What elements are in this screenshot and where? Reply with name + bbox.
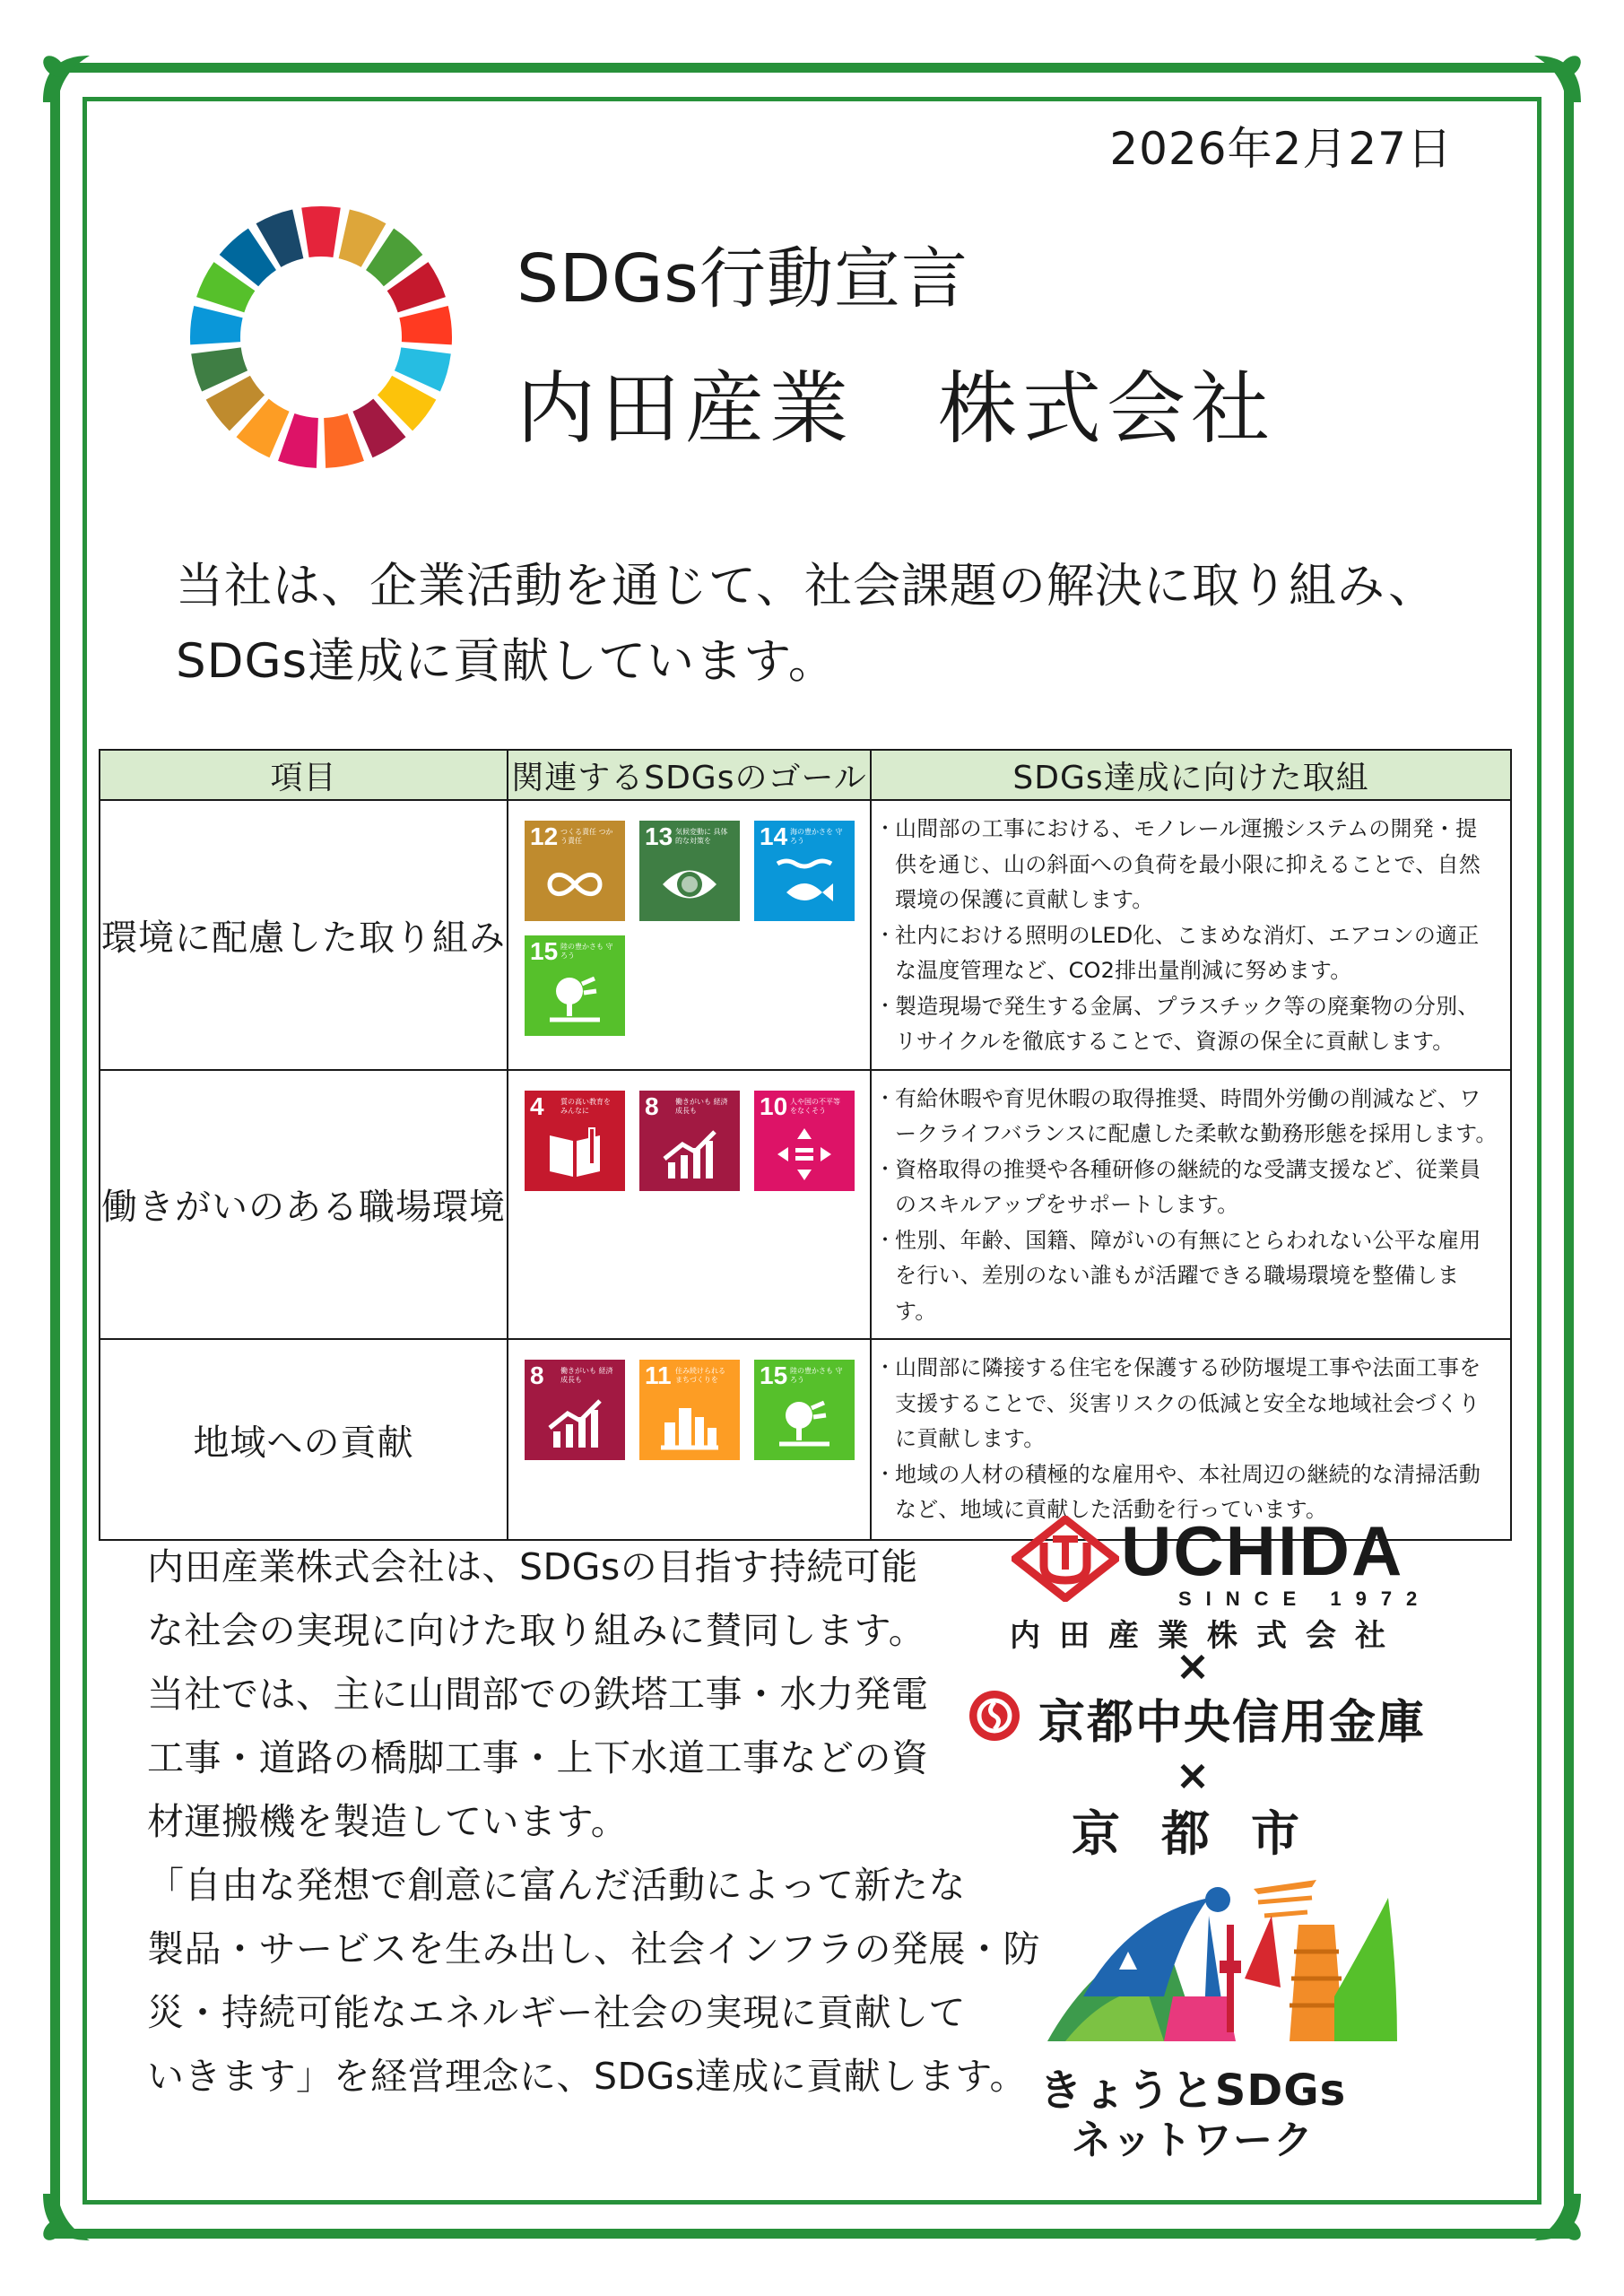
- growth-chart-icon: [544, 1396, 605, 1451]
- goal-number: 12: [530, 822, 559, 850]
- goal-number: 11: [645, 1361, 672, 1389]
- city-name: 京都市: [1072, 1805, 1341, 1862]
- sdgs-initiatives-table: [99, 749, 1512, 1541]
- uchida-since: SINCE 1972: [1178, 1587, 1432, 1610]
- book-icon: [544, 1126, 605, 1182]
- action-item: ・ 資格取得の推奨や各種研修の継続的な受講支援など、従業員のスキルアップをサポートします。: [881, 1152, 1498, 1223]
- declaration-title: SDGs行動宣言: [517, 240, 968, 317]
- action-item: ・ 有給休暇や育児休暇の取得推奨、時間外労働の削減など、ワークライフバランスに配慮した柔軟な勤務形態を採用します。: [881, 1082, 1498, 1152]
- declaration-date: 2026年2月27日: [1109, 123, 1453, 175]
- table-header-row: [100, 750, 1511, 800]
- action-item: ・ 社内における照明のLED化、こまめな消灯、エアコンの適正な温度管理など、CO2排出量削減に努めます。: [881, 918, 1498, 989]
- sdg-goal-15-icon: [525, 935, 625, 1036]
- company-statement: [147, 1535, 1040, 2109]
- corner-leaf-ornament: [36, 48, 143, 156]
- cross-mark: ×: [1175, 1641, 1211, 1690]
- statement-line: 「自由な発想で創意に富んだ活動によって新たな: [147, 1864, 966, 1907]
- network-name-line2: ネットワーク: [1072, 2118, 1314, 2163]
- goal-text: つくる責任 つかう責任: [560, 828, 613, 845]
- corner-leaf-ornament: [36, 2140, 143, 2248]
- intro-line: 当社は、企業活動を通じて、社会課題の解決に取り組み、: [176, 559, 1437, 613]
- goal-number: 15: [760, 1361, 788, 1389]
- goal-text: 働きがいも 経済成長も: [560, 1367, 613, 1384]
- goals-cell: [508, 800, 871, 1070]
- statement-line: 製品・サービスを生み出し、社会インフラの発展・防: [147, 1927, 1040, 1970]
- column-header-goals: 関連するSDGsのゴール: [508, 750, 871, 800]
- uchida-japanese-name: 内田産業株式会社: [1010, 1618, 1404, 1654]
- goal-number: 8: [645, 1091, 659, 1120]
- bank-logo-icon: [967, 1688, 1022, 1744]
- actions-cell: [871, 800, 1511, 1070]
- action-item: ・ 地域の人材の積極的な雇用や、本社周辺の継続的な清掃活動など、地域に貢献した活動を行っています。: [881, 1457, 1498, 1528]
- action-item: ・ 山間部に隣接する住宅を保護する砂防堰堤工事や法面工事を支援することで、災害リスクの低減と安全な地域社会づくりに貢献します。: [881, 1351, 1498, 1457]
- goal-text: 陸の豊かさも 守ろう: [790, 1367, 843, 1384]
- statement-line: な社会の実現に向けた取り組みに賛同します。: [147, 1609, 926, 1652]
- fish-icon: [774, 857, 835, 912]
- statement-line: いきます」を経営理念に、SDGs達成に貢献します。: [147, 2055, 1027, 2098]
- statement-line: 工事・道路の橋脚工事・上下水道工事などの資: [147, 1736, 929, 1779]
- corner-leaf-ornament: [1481, 48, 1588, 156]
- sdg-goal-12-icon: [525, 821, 625, 921]
- kyoto-sdgs-network-illustration: [1029, 1862, 1406, 2059]
- statement-line: 内田産業株式会社は、SDGsの目指す持続可能: [147, 1545, 918, 1588]
- wheel-segment: [399, 306, 452, 344]
- sdg-goal-4-icon: [525, 1091, 625, 1191]
- goal-number: 4: [530, 1091, 544, 1120]
- sdgs-wheel-icon: [187, 203, 456, 472]
- goal-text: 海の豊かさを 守ろう: [790, 828, 843, 845]
- sdg-goal-13-icon: [639, 821, 740, 921]
- sdg-goal-14-icon: [754, 821, 855, 921]
- goal-number: 10: [760, 1091, 788, 1120]
- sdg-goal-15-icon: [754, 1360, 855, 1460]
- goal-text: 働きがいも 経済成長も: [675, 1097, 728, 1115]
- wheel-segment: [190, 306, 243, 344]
- goal-text: 陸の豊かさも 守ろう: [560, 943, 613, 960]
- table-row: [100, 1070, 1511, 1340]
- column-header-actions: SDGs達成に向けた取組: [871, 750, 1511, 800]
- statement-line: 当社では、主に山間部での鉄塔工事・水力発電: [147, 1673, 929, 1716]
- category-cell: 環境に配慮した取り組み: [100, 800, 508, 1070]
- company-name: 内田産業 株式会社: [517, 362, 1276, 455]
- sdg-goal-8-icon: [639, 1091, 740, 1191]
- goal-text: 住み続けられる まちづくりを: [675, 1367, 725, 1384]
- goal-text: 気候変動に 具体的な対策を: [675, 828, 728, 845]
- intro-line: SDGs達成に貢献しています。: [176, 634, 837, 689]
- category-cell: 働きがいのある職場環境: [100, 1070, 508, 1340]
- eye-globe-icon: [659, 857, 720, 912]
- sdg-goal-11-icon: [639, 1360, 740, 1460]
- action-item: ・ 製造現場で発生する金属、プラスチック等の廃棄物の分別、リサイクルを徹底することで、資源の保全に貢献します。: [881, 989, 1498, 1060]
- tree-icon: [544, 971, 605, 1027]
- sdg-goal-8-icon: [525, 1360, 625, 1460]
- tree-icon: [774, 1396, 835, 1451]
- uchida-logo-icon: [1012, 1516, 1119, 1602]
- statement-line: 材運搬機を製造しています。: [147, 1800, 629, 1843]
- bank-name: 京都中央信用金庫: [1038, 1696, 1427, 1750]
- actions-cell: [871, 1070, 1511, 1340]
- network-name-line1: きょうとSDGs: [1038, 2066, 1347, 2116]
- goal-number: 15: [530, 937, 559, 965]
- partner-logos: [951, 1511, 1435, 2163]
- goal-number: 14: [760, 822, 788, 850]
- wheel-segment: [301, 206, 341, 257]
- equality-icon: [774, 1126, 835, 1182]
- goal-text: 質の高い教育を みんなに: [560, 1097, 611, 1115]
- action-item: ・ 性別、年齢、国籍、障がいの有無にとらわれない公平な雇用を行い、差別のない誰もが活躍できる職場環境を整備します。: [881, 1223, 1498, 1330]
- corner-leaf-ornament: [1481, 2140, 1588, 2248]
- table-row: [100, 800, 1511, 1070]
- infinity-icon: [544, 857, 605, 912]
- cross-mark: ×: [1175, 1751, 1211, 1799]
- goals-cell: [508, 1339, 871, 1540]
- category-cell: 地域への貢献: [100, 1339, 508, 1540]
- goal-number: 13: [645, 822, 673, 850]
- action-item: ・ 山間部の工事における、モノレール運搬システムの開発・提供を通じ、山の斜面への負荷を最小限に抑えることで、自然環境の保護に貢献します。: [881, 812, 1498, 918]
- city-icon: [659, 1396, 720, 1451]
- growth-chart-icon: [659, 1126, 720, 1182]
- sdg-goal-10-icon: [754, 1091, 855, 1191]
- uchida-wordmark: UCHIDA: [1121, 1511, 1404, 1590]
- intro-text: [176, 549, 1437, 700]
- goals-cell: [508, 1070, 871, 1340]
- column-header-category: 項目: [100, 750, 508, 800]
- statement-line: 災・持続可能なエネルギー社会の実現に貢献して: [147, 1991, 966, 2034]
- goal-text: 人や国の不平等 をなくそう: [790, 1097, 840, 1115]
- goal-number: 8: [530, 1361, 544, 1389]
